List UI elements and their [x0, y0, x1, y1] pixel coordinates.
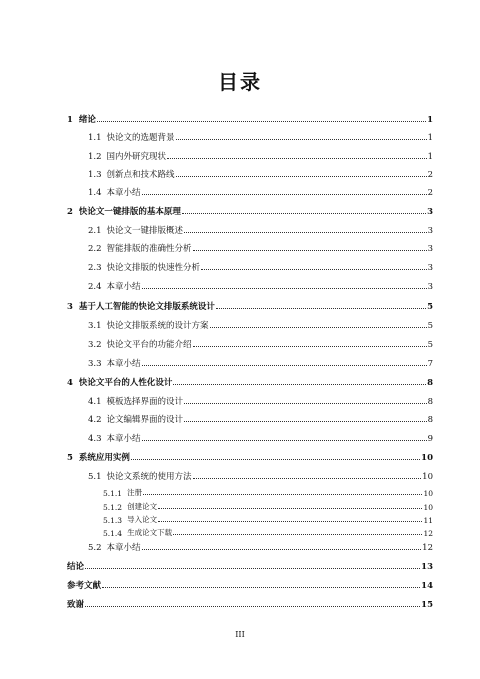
dot-leader [176, 139, 427, 140]
toc-entry-title: 本章小结 [106, 434, 141, 444]
toc-entry [103, 524, 433, 538]
toc-entry-title: 快论文排版的快速性分析 [106, 263, 201, 273]
dot-leader [216, 308, 426, 309]
toc-entry-page: 8 [427, 415, 433, 425]
toc-entry-page: 10 [422, 472, 433, 482]
toc-entry [88, 411, 433, 425]
dot-leader [193, 346, 427, 347]
toc-entry [67, 449, 433, 463]
toc-entry-title: 快论文平台的功能介绍 [106, 340, 192, 350]
toc-entry-number: 4.1 [88, 397, 102, 407]
dot-leader [184, 403, 427, 404]
toc-entry-page: 10 [423, 489, 433, 498]
dot-leader [85, 568, 420, 569]
dot-leader [184, 421, 427, 422]
toc-entry-title: 国内外研究现状 [106, 152, 167, 162]
toc-entry-title: 生成论文下载 [127, 528, 173, 537]
toc-entry [67, 577, 433, 591]
toc-entry-number: 1.3 [88, 170, 102, 180]
toc-entry-page: 9 [427, 434, 433, 444]
toc-entry [67, 111, 433, 125]
dot-leader [173, 534, 422, 535]
toc-entry-page: 12 [422, 543, 433, 553]
toc-entry [88, 129, 433, 143]
toc-entry [103, 484, 433, 498]
toc-entry-title: 注册 [127, 488, 143, 497]
toc-entry-page: 10 [423, 503, 433, 512]
toc-entry-number: 3.2 [88, 340, 102, 350]
toc-entry [67, 374, 433, 388]
toc-entry-page: 3 [427, 244, 433, 254]
toc-entry [103, 498, 433, 512]
dot-leader [193, 478, 422, 479]
toc-entry-title: 快论文一键排版概述 [106, 226, 184, 236]
dot-leader [210, 327, 427, 328]
toc-entry-number: 5.1.4 [103, 529, 123, 538]
toc-entry-number: 5 [67, 453, 73, 463]
dot-leader [142, 365, 427, 366]
toc-entry-number: 5.1.1 [103, 489, 123, 498]
toc-entry-page: 7 [427, 359, 433, 369]
toc-entry-title: 系统应用实例 [78, 453, 130, 463]
dot-leader [193, 250, 427, 251]
toc-entry-page: 11 [423, 516, 433, 525]
toc-entry [67, 558, 433, 572]
toc-entry-page: 3 [427, 263, 433, 273]
toc-entry-number: 5.1.3 [103, 516, 123, 525]
dot-leader [142, 440, 427, 441]
toc-entry [88, 430, 433, 444]
toc-entry-title: 快论文系统的使用方法 [106, 472, 192, 482]
toc-entry-title: 论文编辑界面的设计 [106, 415, 184, 425]
toc-entry-title: 本章小结 [106, 282, 141, 292]
toc-entry-number: 1.2 [88, 152, 102, 162]
toc-entry-page: 8 [427, 397, 433, 407]
toc-entry-title: 基于人工智能的快论文排版系统设计 [78, 302, 215, 312]
dot-leader [173, 384, 426, 385]
toc-entry-page: 5 [427, 321, 433, 331]
toc-entry [88, 278, 433, 292]
toc-entry-page: 2 [427, 170, 433, 180]
toc-entry [88, 166, 433, 180]
toc-entry-page: 8 [427, 378, 433, 388]
toc-entry-title: 绪论 [78, 115, 96, 125]
dot-leader [85, 606, 420, 607]
toc-entry [88, 148, 433, 162]
toc-entry-page: 2 [427, 188, 433, 198]
toc-entry-number: 3.1 [88, 321, 102, 331]
toc-entry-number: 4 [67, 378, 73, 388]
page-number: III [235, 630, 245, 639]
dot-leader [102, 587, 420, 588]
toc-entry [88, 184, 433, 198]
toc-entry-number: 4.2 [88, 415, 102, 425]
toc-entry [88, 539, 433, 553]
dot-leader [201, 269, 427, 270]
toc-entry [88, 240, 433, 254]
toc-entry-title: 致谢 [67, 600, 85, 610]
toc-entry-number: 1.1 [88, 133, 102, 143]
dot-leader [182, 213, 426, 214]
toc-entry-page: 3 [427, 207, 433, 217]
toc-entry-number: 5.2 [88, 543, 102, 553]
toc-entry-page: 5 [427, 302, 433, 312]
toc-entry [88, 355, 433, 369]
dot-leader [142, 194, 427, 195]
toc-entry-title: 智能排版的准确性分析 [106, 244, 192, 254]
toc-entry-page: 12 [423, 529, 433, 538]
dot-leader [97, 121, 426, 122]
dot-leader [142, 288, 427, 289]
toc-entry-title: 创建论文 [127, 502, 158, 511]
toc-entry-number: 3.3 [88, 359, 102, 369]
toc-entry-page: 3 [427, 226, 433, 236]
toc-entry-number: 3 [67, 302, 73, 312]
page-title: 目录 [218, 70, 262, 94]
toc-entry-page: 10 [421, 453, 433, 463]
toc-entry-title: 快论文平台的人性化设计 [78, 378, 173, 388]
toc-entry-number: 4.3 [88, 434, 102, 444]
toc-entry-page: 5 [427, 340, 433, 350]
toc-entry-title: 结论 [67, 562, 85, 572]
toc-entry-page: 3 [427, 282, 433, 292]
toc-entry-title: 参考文献 [67, 581, 102, 591]
dot-leader [176, 176, 427, 177]
toc-entry-number: 1.4 [88, 188, 102, 198]
toc-entry [88, 336, 433, 350]
toc-entry-number: 2 [67, 207, 73, 217]
dot-leader [131, 459, 420, 460]
toc-entry-page: 1 [427, 152, 433, 162]
toc-entry-title: 本章小结 [106, 543, 141, 553]
toc-entry [88, 317, 433, 331]
dot-leader [143, 494, 422, 495]
toc-entry [88, 259, 433, 273]
toc-entry [88, 222, 433, 236]
toc-entry-title: 本章小结 [106, 188, 141, 198]
toc-entry-number: 5.1.2 [103, 503, 123, 512]
toc-entry-page: 15 [421, 600, 433, 610]
toc-entry [88, 468, 433, 482]
toc-entry [67, 596, 433, 610]
toc-entry-title: 本章小结 [106, 359, 141, 369]
dot-leader [158, 508, 422, 509]
toc-entry [103, 511, 433, 525]
toc-entry-title: 创新点和技术路线 [106, 170, 175, 180]
toc-entry-number: 1 [67, 115, 73, 125]
toc-entry-page: 14 [421, 581, 433, 591]
toc-entry-title: 快论文排版系统的设计方案 [106, 321, 209, 331]
toc-entry-title: 导入论文 [127, 515, 158, 524]
toc-entry-title: 快论文一键排版的基本原理 [78, 207, 181, 217]
toc-entry-title: 模板选择界面的设计 [106, 397, 184, 407]
dot-leader [142, 549, 422, 550]
toc-entry-page: 1 [427, 115, 433, 125]
toc-entry-number: 2.1 [88, 226, 102, 236]
toc-entry-number: 2.4 [88, 282, 102, 292]
dot-leader [184, 232, 427, 233]
dot-leader [158, 521, 422, 522]
toc-entry [88, 393, 433, 407]
toc-entry-title: 快论文的选题背景 [106, 133, 175, 143]
dot-leader [167, 158, 427, 159]
toc-entry-number: 2.2 [88, 244, 102, 254]
toc-entry-page: 13 [421, 562, 433, 572]
toc-entry-number: 5.1 [88, 472, 102, 482]
toc-entry [67, 203, 433, 217]
toc-entry-number: 2.3 [88, 263, 102, 273]
toc-entry-page: 1 [427, 133, 433, 143]
toc-entry [67, 298, 433, 312]
